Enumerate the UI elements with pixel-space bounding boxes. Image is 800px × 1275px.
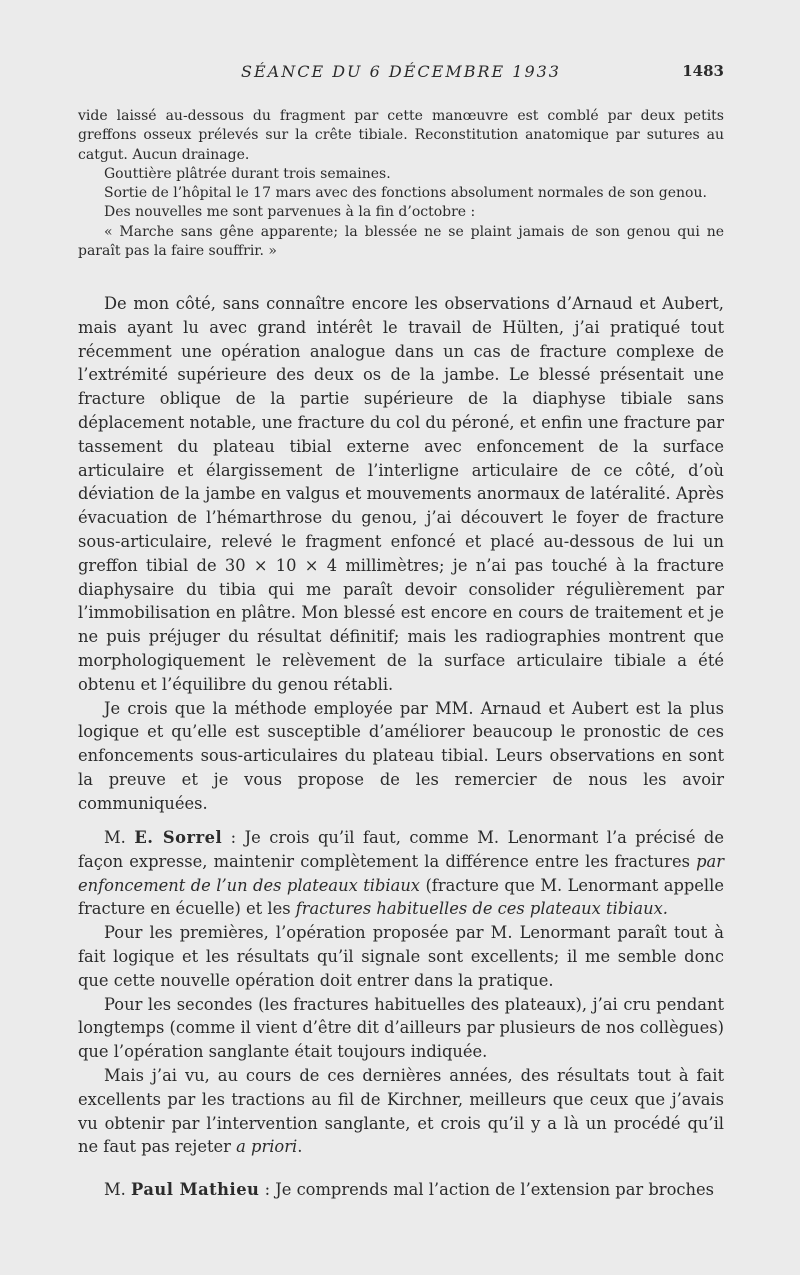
speaker-name: E. Sorrel bbox=[134, 828, 223, 847]
text-run: Mais j’ai vu, au cours de ces dernières années, des résultats tout à fait excellents par les tractions au fil de Kirchner, meilleurs que ceux que j’avais vu obtenir par l’intervention sanglante, et crois qu’il y a là un procédé qu’il ne faut pas rejeter bbox=[78, 1065, 724, 1157]
sorrel-paragraph: Pour les secondes (les fractures habituelles des plateaux), j’ai cru pendant longtemps (comme il vient d’être dit d’ailleurs par plusieurs de nos collègues) que l’opération sanglante était toujours indiquée. bbox=[78, 994, 724, 1062]
text-run: (fracture que M. Lenormant appelle fracture en écuelle) et les bbox=[78, 875, 724, 919]
quote-paragraph: vide laissé au-dessous du fragment par cette manœuvre est comblé par deux petits greffons osseux prélevés sur la crête tibiale. Reconstitution anatomique par sutures au catgut. Aucun drainage. bbox=[78, 108, 724, 163]
session-title: SÉANCE DU 6 DÉCEMBRE 1933 bbox=[241, 62, 561, 81]
italic-term: a priori bbox=[236, 1137, 298, 1157]
speaker-prefix: M. bbox=[104, 1180, 132, 1199]
sorrel-paragraph bbox=[78, 826, 724, 921]
italic-term: par enfoncement de l’un des plateaux tibiaux bbox=[78, 851, 724, 895]
sorrel-paragraph: Pour les premières, l’opération proposée par M. Lenormant paraît tout à fait logique et les résultats qu’il signale sont excellents; il me semble donc que cette nouvelle opération doit entrer dans la pratique. bbox=[78, 923, 724, 990]
case-report-quote bbox=[78, 107, 724, 261]
body-paragraph: De mon côté, sans connaître encore les observations d’Arnaud et Aubert, mais ayant lu avec grand intérêt le travail de Hülten, j’ai pratiqué tout récemment une opération analogue dans un cas de fracture complexe de l’extrémité supérieure des deux os de la jambe. Le blessé présentait une fracture oblique de la partie supérieure de la diaphyse tibiale sans déplacement notable, une fracture du col du péroné, et enfin une fracture par tassement du plateau tibial externe avec enfoncement de la surface articulaire et élargissement de l’interligne articulaire de ce côté, d’où déviation de la jambe en valgus et mouvements anormaux de latéralité. Après évacuation de l’hémarthrose du genou, j’ai découvert le foyer de fracture sous-articulaire, relevé le fragment enfoncé et placé au-dessous de lui un greffon tibial de 30 × 10 × 4 millimètres; je n’ai pas touché à la fracture diaphysaire du tibia qui me paraît devoir consolider régulièrement par l’immobilisation en plâtre. Mon blessé est encore en cours de traitement et je ne puis préjuger du résultat définitif; mais les radiographies montrent que morphologiquement le relèvement de la surface articulaire tibiale a été obtenu et l’équilibre du genou rétabli. bbox=[78, 294, 724, 694]
author-discussion bbox=[78, 292, 724, 816]
quote-paragraph: « Marche sans gêne apparente; la blessée ne se plaint jamais de son genou qui ne paraît pas la faire souffrir. » bbox=[78, 223, 724, 260]
quote-paragraph: Sortie de l’hôpital le 17 mars avec des fonctions absolument normales de son genou. bbox=[104, 185, 707, 202]
sorrel-paragraph bbox=[78, 1064, 724, 1159]
italic-term: fractures habituelles de ces plateaux tibiaux. bbox=[295, 899, 668, 919]
text-run: : Je comprends mal l’action de l’extension par broches bbox=[259, 1180, 714, 1199]
mathieu-paragraph bbox=[78, 1178, 724, 1202]
mathieu-intervention bbox=[78, 1178, 724, 1202]
speaker-name: Paul Mathieu bbox=[131, 1180, 260, 1199]
body-paragraph: Je crois que la méthode employée par MM. Arnaud et Aubert est la plus logique et qu’elle est susceptible d’améliorer beaucoup le pronostic de ces enfoncements sous-articulaires du plateau tibial. Leurs observations en sont la preuve et je vous propose de les remercier de nous les avoir communiquées. bbox=[78, 698, 724, 813]
text-run: : Je crois qu’il faut, comme M. Lenormant l’a précisé de façon expresse, maintenir complètement la différence entre les fractures bbox=[78, 828, 724, 871]
speaker-prefix: M. bbox=[104, 828, 135, 847]
page-number: 1483 bbox=[682, 62, 724, 80]
sorrel-intervention bbox=[78, 826, 724, 1159]
text-run: . bbox=[297, 1137, 303, 1157]
quote-paragraph: Des nouvelles me sont parvenues à la fin d’octobre : bbox=[104, 204, 476, 221]
quote-paragraph: Gouttière plâtrée durant trois semaines. bbox=[104, 165, 391, 182]
running-header bbox=[78, 62, 724, 86]
